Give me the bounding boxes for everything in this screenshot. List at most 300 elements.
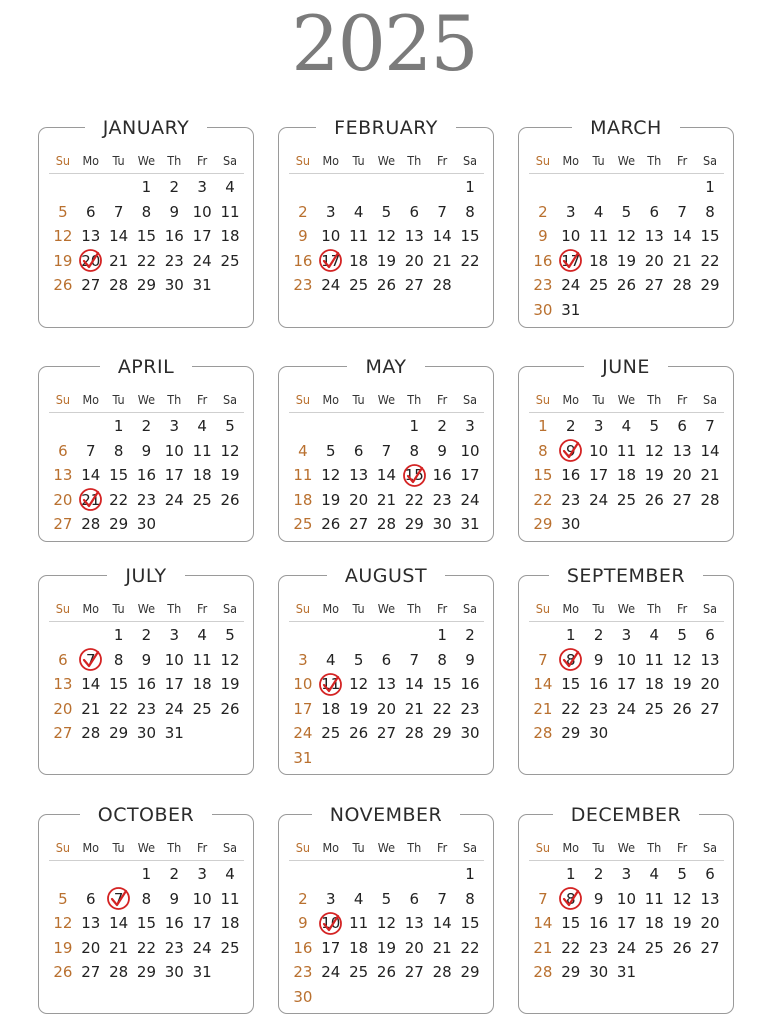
day-cell[interactable]: [529, 463, 557, 488]
day-cell[interactable]: [585, 488, 613, 513]
day-cell[interactable]: [77, 200, 105, 225]
day-cell[interactable]: [345, 672, 373, 697]
day-cell[interactable]: [400, 414, 428, 439]
day-cell[interactable]: [585, 224, 613, 249]
day-cell[interactable]: [133, 672, 161, 697]
day-cell[interactable]: [49, 273, 77, 298]
day-cell[interactable]: [49, 249, 77, 274]
day-cell[interactable]: [105, 512, 133, 537]
day-cell[interactable]: [585, 936, 613, 961]
day-cell[interactable]: [160, 439, 188, 464]
day-cell[interactable]: [49, 721, 77, 746]
day-cell[interactable]: [317, 273, 345, 298]
day-cell[interactable]: [640, 200, 668, 225]
day-cell[interactable]: [696, 439, 724, 464]
day-cell[interactable]: [105, 936, 133, 961]
day-cell[interactable]: [49, 512, 77, 537]
day-cell[interactable]: [428, 463, 456, 488]
day-cell[interactable]: [557, 463, 585, 488]
day-cell[interactable]: [456, 224, 484, 249]
day-cell[interactable]: [400, 439, 428, 464]
day-cell[interactable]: [160, 488, 188, 513]
day-cell[interactable]: [289, 887, 317, 912]
day-cell[interactable]: [345, 911, 373, 936]
day-cell[interactable]: [456, 512, 484, 537]
day-cell[interactable]: [105, 623, 133, 648]
day-cell[interactable]: [105, 273, 133, 298]
day-cell[interactable]: [696, 623, 724, 648]
day-cell[interactable]: [77, 911, 105, 936]
day-cell[interactable]: [456, 672, 484, 697]
day-cell[interactable]: [188, 463, 216, 488]
day-cell[interactable]: [289, 463, 317, 488]
day-cell[interactable]: [133, 488, 161, 513]
day-cell[interactable]: [317, 887, 345, 912]
day-cell[interactable]: [696, 936, 724, 961]
day-cell[interactable]: [557, 648, 585, 673]
day-cell[interactable]: [133, 200, 161, 225]
day-cell[interactable]: [105, 224, 133, 249]
day-cell[interactable]: [585, 697, 613, 722]
day-cell[interactable]: [529, 414, 557, 439]
day-cell[interactable]: [160, 623, 188, 648]
day-cell[interactable]: [613, 414, 641, 439]
day-cell[interactable]: [585, 862, 613, 887]
day-cell[interactable]: [613, 439, 641, 464]
day-cell[interactable]: [317, 672, 345, 697]
day-cell[interactable]: [49, 224, 77, 249]
day-cell[interactable]: [216, 672, 244, 697]
day-cell[interactable]: [585, 414, 613, 439]
day-cell[interactable]: [557, 488, 585, 513]
day-cell[interactable]: [585, 623, 613, 648]
day-cell[interactable]: [77, 960, 105, 985]
day-cell[interactable]: [49, 488, 77, 513]
day-cell[interactable]: [373, 512, 401, 537]
day-cell[interactable]: [456, 911, 484, 936]
day-cell[interactable]: [640, 911, 668, 936]
day-cell[interactable]: [529, 273, 557, 298]
day-cell[interactable]: [428, 224, 456, 249]
day-cell[interactable]: [289, 911, 317, 936]
day-cell[interactable]: [557, 721, 585, 746]
day-cell[interactable]: [289, 936, 317, 961]
day-cell[interactable]: [529, 887, 557, 912]
day-cell[interactable]: [216, 224, 244, 249]
day-cell[interactable]: [133, 623, 161, 648]
day-cell[interactable]: [49, 672, 77, 697]
day-cell[interactable]: [557, 414, 585, 439]
day-cell[interactable]: [345, 648, 373, 673]
day-cell[interactable]: [456, 414, 484, 439]
day-cell[interactable]: [373, 911, 401, 936]
day-cell[interactable]: [668, 936, 696, 961]
day-cell[interactable]: [373, 887, 401, 912]
day-cell[interactable]: [105, 249, 133, 274]
day-cell[interactable]: [77, 488, 105, 513]
day-cell[interactable]: [428, 672, 456, 697]
day-cell[interactable]: [105, 488, 133, 513]
day-cell[interactable]: [428, 273, 456, 298]
day-cell[interactable]: [696, 672, 724, 697]
day-cell[interactable]: [613, 463, 641, 488]
day-cell[interactable]: [428, 936, 456, 961]
day-cell[interactable]: [49, 936, 77, 961]
day-cell[interactable]: [456, 463, 484, 488]
day-cell[interactable]: [640, 648, 668, 673]
day-cell[interactable]: [613, 672, 641, 697]
day-cell[interactable]: [133, 273, 161, 298]
day-cell[interactable]: [428, 697, 456, 722]
day-cell[interactable]: [696, 249, 724, 274]
day-cell[interactable]: [133, 936, 161, 961]
day-cell[interactable]: [696, 175, 724, 200]
day-cell[interactable]: [105, 960, 133, 985]
day-cell[interactable]: [529, 249, 557, 274]
day-cell[interactable]: [557, 439, 585, 464]
day-cell[interactable]: [529, 224, 557, 249]
day-cell[interactable]: [49, 887, 77, 912]
day-cell[interactable]: [668, 200, 696, 225]
day-cell[interactable]: [529, 439, 557, 464]
day-cell[interactable]: [373, 936, 401, 961]
day-cell[interactable]: [373, 273, 401, 298]
day-cell[interactable]: [696, 887, 724, 912]
day-cell[interactable]: [105, 463, 133, 488]
day-cell[interactable]: [317, 463, 345, 488]
day-cell[interactable]: [557, 298, 585, 323]
day-cell[interactable]: [317, 249, 345, 274]
day-cell[interactable]: [289, 273, 317, 298]
day-cell[interactable]: [428, 488, 456, 513]
day-cell[interactable]: [133, 512, 161, 537]
day-cell[interactable]: [613, 936, 641, 961]
day-cell[interactable]: [133, 697, 161, 722]
day-cell[interactable]: [105, 887, 133, 912]
day-cell[interactable]: [696, 488, 724, 513]
day-cell[interactable]: [345, 887, 373, 912]
day-cell[interactable]: [77, 697, 105, 722]
day-cell[interactable]: [105, 439, 133, 464]
day-cell[interactable]: [49, 439, 77, 464]
day-cell[interactable]: [613, 224, 641, 249]
day-cell[interactable]: [613, 911, 641, 936]
day-cell[interactable]: [373, 463, 401, 488]
day-cell[interactable]: [456, 648, 484, 673]
day-cell[interactable]: [640, 414, 668, 439]
day-cell[interactable]: [49, 463, 77, 488]
day-cell[interactable]: [77, 273, 105, 298]
day-cell[interactable]: [585, 249, 613, 274]
day-cell[interactable]: [105, 911, 133, 936]
day-cell[interactable]: [640, 862, 668, 887]
day-cell[interactable]: [668, 887, 696, 912]
day-cell[interactable]: [668, 862, 696, 887]
day-cell[interactable]: [400, 463, 428, 488]
day-cell[interactable]: [133, 960, 161, 985]
day-cell[interactable]: [373, 721, 401, 746]
day-cell[interactable]: [529, 512, 557, 537]
day-cell[interactable]: [456, 175, 484, 200]
day-cell[interactable]: [456, 697, 484, 722]
day-cell[interactable]: [216, 249, 244, 274]
day-cell[interactable]: [216, 648, 244, 673]
day-cell[interactable]: [668, 672, 696, 697]
day-cell[interactable]: [668, 414, 696, 439]
day-cell[interactable]: [345, 512, 373, 537]
day-cell[interactable]: [557, 911, 585, 936]
day-cell[interactable]: [456, 488, 484, 513]
day-cell[interactable]: [696, 648, 724, 673]
day-cell[interactable]: [400, 960, 428, 985]
day-cell[interactable]: [696, 911, 724, 936]
day-cell[interactable]: [668, 488, 696, 513]
day-cell[interactable]: [400, 936, 428, 961]
day-cell[interactable]: [668, 249, 696, 274]
day-cell[interactable]: [613, 648, 641, 673]
day-cell[interactable]: [585, 273, 613, 298]
day-cell[interactable]: [557, 960, 585, 985]
day-cell[interactable]: [133, 439, 161, 464]
day-cell[interactable]: [77, 936, 105, 961]
day-cell[interactable]: [317, 512, 345, 537]
day-cell[interactable]: [696, 862, 724, 887]
day-cell[interactable]: [289, 721, 317, 746]
day-cell[interactable]: [49, 200, 77, 225]
day-cell[interactable]: [160, 414, 188, 439]
day-cell[interactable]: [696, 224, 724, 249]
day-cell[interactable]: [77, 721, 105, 746]
day-cell[interactable]: [188, 960, 216, 985]
day-cell[interactable]: [456, 960, 484, 985]
day-cell[interactable]: [529, 200, 557, 225]
day-cell[interactable]: [317, 439, 345, 464]
day-cell[interactable]: [160, 463, 188, 488]
day-cell[interactable]: [613, 697, 641, 722]
day-cell[interactable]: [317, 200, 345, 225]
day-cell[interactable]: [160, 224, 188, 249]
day-cell[interactable]: [216, 936, 244, 961]
day-cell[interactable]: [188, 936, 216, 961]
day-cell[interactable]: [557, 697, 585, 722]
day-cell[interactable]: [640, 488, 668, 513]
day-cell[interactable]: [133, 911, 161, 936]
day-cell[interactable]: [400, 721, 428, 746]
day-cell[interactable]: [400, 249, 428, 274]
day-cell[interactable]: [345, 463, 373, 488]
day-cell[interactable]: [456, 936, 484, 961]
day-cell[interactable]: [160, 273, 188, 298]
day-cell[interactable]: [557, 512, 585, 537]
day-cell[interactable]: [557, 249, 585, 274]
day-cell[interactable]: [456, 862, 484, 887]
day-cell[interactable]: [428, 911, 456, 936]
day-cell[interactable]: [133, 249, 161, 274]
day-cell[interactable]: [529, 488, 557, 513]
day-cell[interactable]: [317, 488, 345, 513]
day-cell[interactable]: [585, 721, 613, 746]
day-cell[interactable]: [585, 911, 613, 936]
day-cell[interactable]: [317, 911, 345, 936]
day-cell[interactable]: [188, 224, 216, 249]
day-cell[interactable]: [49, 648, 77, 673]
day-cell[interactable]: [317, 224, 345, 249]
day-cell[interactable]: [373, 200, 401, 225]
day-cell[interactable]: [188, 672, 216, 697]
day-cell[interactable]: [428, 648, 456, 673]
day-cell[interactable]: [289, 985, 317, 1010]
day-cell[interactable]: [216, 463, 244, 488]
day-cell[interactable]: [345, 273, 373, 298]
day-cell[interactable]: [557, 672, 585, 697]
day-cell[interactable]: [289, 672, 317, 697]
day-cell[interactable]: [289, 697, 317, 722]
day-cell[interactable]: [160, 672, 188, 697]
day-cell[interactable]: [585, 439, 613, 464]
day-cell[interactable]: [188, 414, 216, 439]
day-cell[interactable]: [640, 463, 668, 488]
day-cell[interactable]: [216, 414, 244, 439]
day-cell[interactable]: [529, 298, 557, 323]
day-cell[interactable]: [160, 697, 188, 722]
day-cell[interactable]: [640, 697, 668, 722]
day-cell[interactable]: [400, 200, 428, 225]
day-cell[interactable]: [160, 911, 188, 936]
day-cell[interactable]: [216, 175, 244, 200]
day-cell[interactable]: [188, 648, 216, 673]
day-cell[interactable]: [105, 697, 133, 722]
day-cell[interactable]: [188, 249, 216, 274]
day-cell[interactable]: [77, 512, 105, 537]
day-cell[interactable]: [613, 862, 641, 887]
day-cell[interactable]: [133, 721, 161, 746]
day-cell[interactable]: [373, 249, 401, 274]
day-cell[interactable]: [400, 273, 428, 298]
day-cell[interactable]: [289, 512, 317, 537]
day-cell[interactable]: [160, 936, 188, 961]
day-cell[interactable]: [373, 648, 401, 673]
day-cell[interactable]: [105, 414, 133, 439]
day-cell[interactable]: [529, 721, 557, 746]
day-cell[interactable]: [428, 249, 456, 274]
day-cell[interactable]: [49, 697, 77, 722]
day-cell[interactable]: [668, 273, 696, 298]
day-cell[interactable]: [613, 273, 641, 298]
day-cell[interactable]: [696, 463, 724, 488]
day-cell[interactable]: [529, 672, 557, 697]
day-cell[interactable]: [557, 862, 585, 887]
day-cell[interactable]: [613, 200, 641, 225]
day-cell[interactable]: [49, 960, 77, 985]
day-cell[interactable]: [456, 200, 484, 225]
day-cell[interactable]: [289, 224, 317, 249]
day-cell[interactable]: [456, 887, 484, 912]
day-cell[interactable]: [696, 273, 724, 298]
day-cell[interactable]: [400, 224, 428, 249]
day-cell[interactable]: [317, 721, 345, 746]
day-cell[interactable]: [400, 488, 428, 513]
day-cell[interactable]: [640, 224, 668, 249]
day-cell[interactable]: [373, 960, 401, 985]
day-cell[interactable]: [188, 439, 216, 464]
day-cell[interactable]: [77, 672, 105, 697]
day-cell[interactable]: [640, 936, 668, 961]
day-cell[interactable]: [640, 439, 668, 464]
day-cell[interactable]: [557, 200, 585, 225]
day-cell[interactable]: [289, 249, 317, 274]
day-cell[interactable]: [188, 862, 216, 887]
day-cell[interactable]: [400, 697, 428, 722]
day-cell[interactable]: [529, 960, 557, 985]
day-cell[interactable]: [400, 648, 428, 673]
day-cell[interactable]: [188, 200, 216, 225]
day-cell[interactable]: [345, 960, 373, 985]
day-cell[interactable]: [216, 623, 244, 648]
day-cell[interactable]: [640, 273, 668, 298]
day-cell[interactable]: [428, 887, 456, 912]
day-cell[interactable]: [613, 623, 641, 648]
day-cell[interactable]: [188, 175, 216, 200]
day-cell[interactable]: [216, 887, 244, 912]
day-cell[interactable]: [428, 200, 456, 225]
day-cell[interactable]: [668, 911, 696, 936]
day-cell[interactable]: [557, 224, 585, 249]
day-cell[interactable]: [216, 200, 244, 225]
day-cell[interactable]: [345, 936, 373, 961]
day-cell[interactable]: [400, 512, 428, 537]
day-cell[interactable]: [317, 960, 345, 985]
day-cell[interactable]: [585, 960, 613, 985]
day-cell[interactable]: [640, 623, 668, 648]
day-cell[interactable]: [133, 887, 161, 912]
day-cell[interactable]: [696, 414, 724, 439]
day-cell[interactable]: [428, 439, 456, 464]
day-cell[interactable]: [49, 911, 77, 936]
day-cell[interactable]: [216, 862, 244, 887]
day-cell[interactable]: [529, 936, 557, 961]
day-cell[interactable]: [640, 887, 668, 912]
day-cell[interactable]: [105, 200, 133, 225]
day-cell[interactable]: [373, 439, 401, 464]
day-cell[interactable]: [345, 697, 373, 722]
day-cell[interactable]: [317, 648, 345, 673]
day-cell[interactable]: [557, 623, 585, 648]
day-cell[interactable]: [696, 200, 724, 225]
day-cell[interactable]: [345, 488, 373, 513]
day-cell[interactable]: [373, 697, 401, 722]
day-cell[interactable]: [133, 224, 161, 249]
day-cell[interactable]: [289, 439, 317, 464]
day-cell[interactable]: [668, 623, 696, 648]
day-cell[interactable]: [585, 672, 613, 697]
day-cell[interactable]: [289, 648, 317, 673]
day-cell[interactable]: [668, 439, 696, 464]
day-cell[interactable]: [133, 414, 161, 439]
day-cell[interactable]: [613, 249, 641, 274]
day-cell[interactable]: [345, 224, 373, 249]
day-cell[interactable]: [160, 960, 188, 985]
day-cell[interactable]: [557, 273, 585, 298]
day-cell[interactable]: [428, 721, 456, 746]
day-cell[interactable]: [77, 249, 105, 274]
day-cell[interactable]: [133, 463, 161, 488]
day-cell[interactable]: [133, 175, 161, 200]
day-cell[interactable]: [160, 721, 188, 746]
day-cell[interactable]: [289, 200, 317, 225]
day-cell[interactable]: [428, 623, 456, 648]
day-cell[interactable]: [585, 463, 613, 488]
day-cell[interactable]: [400, 911, 428, 936]
